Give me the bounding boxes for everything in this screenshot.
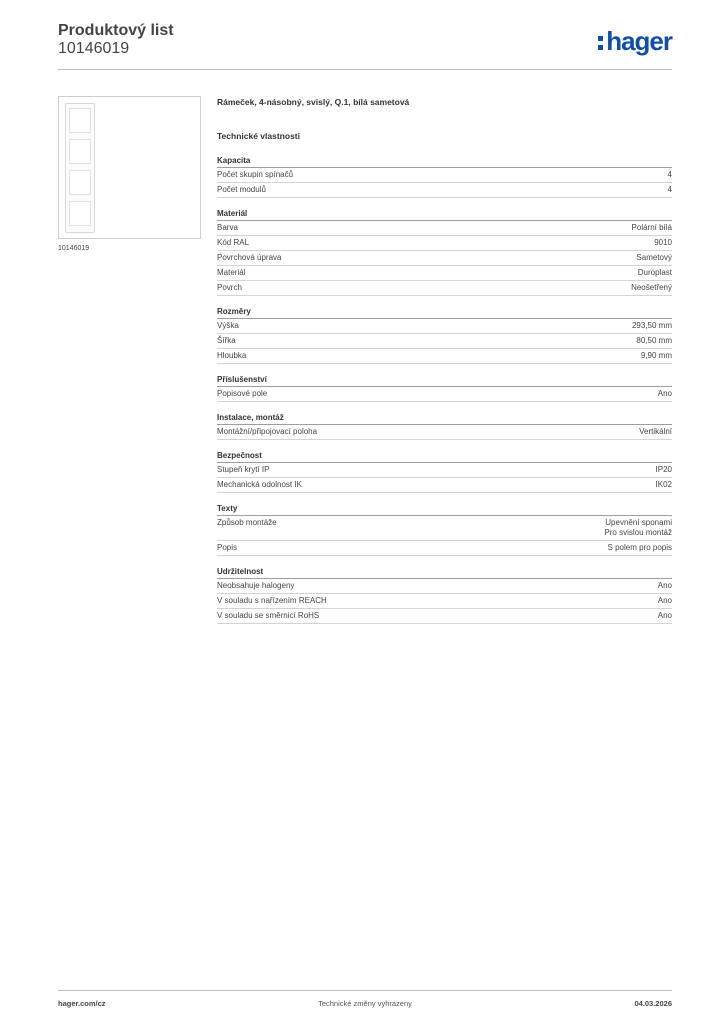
spec-group-title: Materiál [217, 207, 672, 221]
spec-group [217, 373, 672, 402]
spec-value [639, 427, 672, 437]
spec-label: Mechanická odolnost IK [217, 480, 302, 489]
spec-label: Montážní/připojovací poloha [217, 427, 318, 436]
spec-value [604, 518, 672, 538]
spec-label: Počet skupin spínačů [217, 170, 294, 179]
spec-group-title: Kapacita [217, 154, 672, 168]
spec-value [608, 543, 672, 553]
spec-group [217, 411, 672, 440]
spec-value-line: 80,50 mm [636, 336, 672, 345]
spec-row [217, 251, 672, 266]
spec-value-line: Ano [657, 611, 672, 620]
spec-row [217, 334, 672, 349]
frame-cell [69, 108, 91, 133]
spec-group-title: Příslušenství [217, 373, 672, 387]
spec-value [636, 253, 672, 263]
footer-disclaimer: Technické změny vyhrazeny [318, 999, 412, 1008]
spec-value [656, 465, 672, 475]
spec-label: Počet modulů [217, 185, 266, 194]
spec-row [217, 319, 672, 334]
spec-label: Popisové pole [217, 389, 268, 398]
spec-row [217, 183, 672, 198]
spec-label: Způsob montáže [217, 518, 277, 527]
spec-row [217, 266, 672, 281]
spec-row [217, 168, 672, 183]
spec-row [217, 478, 672, 493]
logo-text: hager [606, 26, 672, 56]
spec-value-line: Pro svislou montáž [604, 528, 672, 537]
spec-row [217, 594, 672, 609]
image-caption: 10146019 [58, 245, 90, 252]
spec-value-line: Polární bílá [631, 223, 672, 232]
spec-label: Stupeň krytí IP [217, 465, 270, 474]
spec-row [217, 221, 672, 236]
spec-group [217, 154, 672, 198]
frame-cell [69, 139, 91, 164]
spec-label: Popis [217, 543, 238, 552]
frame-illustration [65, 103, 95, 233]
spec-group [217, 305, 672, 364]
spec-group [217, 565, 672, 624]
spec-row [217, 387, 672, 402]
spec-label: Kód RAL [217, 238, 250, 247]
spec-value-line: Sametový [636, 253, 672, 262]
spec-row [217, 349, 672, 364]
spec-group-title: Rozměry [217, 305, 672, 319]
document-number: 10146019 [58, 40, 130, 57]
spec-value [658, 611, 672, 621]
spec-value-line: IK02 [655, 480, 672, 489]
spec-value [658, 389, 672, 399]
spec-value [668, 170, 672, 180]
logo-colon-icon [598, 36, 603, 50]
spec-label: Povrchová úprava [217, 253, 282, 262]
spec-value-line: Ano [657, 389, 672, 398]
footer-website[interactable]: hager.com/cz [58, 999, 106, 1008]
spec-row [217, 579, 672, 594]
hager-logo[interactable] [598, 26, 672, 56]
spec-row [217, 516, 672, 541]
spec-value [636, 336, 672, 346]
document-header [58, 20, 672, 70]
product-image [58, 96, 201, 239]
spec-groups [217, 154, 672, 624]
spec-value-line: Neošetřený [631, 283, 672, 292]
spec-value [631, 283, 672, 293]
document-footer [58, 990, 672, 1014]
spec-label: Neobsahuje halogeny [217, 581, 295, 590]
spec-value [632, 223, 672, 233]
spec-group [217, 502, 672, 556]
spec-value-line: Duroplast [637, 268, 672, 277]
spec-row [217, 236, 672, 251]
spec-label: V souladu se směrnicí RoHS [217, 611, 320, 620]
spec-value-line: Upevnění sponami [605, 518, 672, 527]
spec-label: Materiál [217, 268, 246, 277]
frame-cell [69, 201, 91, 226]
spec-value-line: S polem pro popis [607, 543, 672, 552]
spec-label: Povrch [217, 283, 242, 292]
spec-value [632, 321, 672, 331]
spec-label: Šířka [217, 336, 236, 345]
spec-row [217, 609, 672, 624]
spec-group-title: Bezpečnost [217, 449, 672, 463]
specs-content [217, 97, 672, 624]
spec-label: Výška [217, 321, 239, 330]
spec-group-title: Udržitelnost [217, 565, 672, 579]
spec-value [654, 238, 672, 248]
spec-value-line: 4 [667, 185, 672, 194]
spec-label: V souladu s nařízením REACH [217, 596, 327, 605]
spec-value [641, 351, 672, 361]
spec-group [217, 207, 672, 296]
document-title: Produktový list [58, 22, 174, 39]
spec-value [656, 480, 672, 490]
spec-group-title: Instalace, montáž [217, 411, 672, 425]
product-title: Rámeček, 4-násobný, svislý, Q.1, bílá sametová [217, 97, 410, 107]
spec-row [217, 463, 672, 478]
spec-group [217, 449, 672, 493]
spec-value [658, 581, 672, 591]
spec-label: Barva [217, 223, 238, 232]
spec-value-line: Ano [657, 596, 672, 605]
spec-row [217, 281, 672, 296]
spec-value [658, 596, 672, 606]
spec-value-line: 4 [667, 170, 672, 179]
spec-value-line: Vertikální [639, 427, 672, 436]
spec-value-line: Ano [657, 581, 672, 590]
spec-row [217, 425, 672, 440]
spec-group-title: Texty [217, 502, 672, 516]
frame-cell [69, 170, 91, 195]
spec-value-line: 293,50 mm [631, 321, 672, 330]
spec-value-line: 9,90 mm [640, 351, 672, 360]
section-heading: Technické vlastnosti [217, 131, 300, 141]
spec-value-line: 9010 [654, 238, 672, 247]
spec-value [668, 185, 672, 195]
spec-value [638, 268, 672, 278]
spec-label: Hloubka [217, 351, 247, 360]
spec-value-line: IP20 [655, 465, 672, 474]
spec-row [217, 541, 672, 556]
footer-date: 04.03.2026 [634, 999, 672, 1008]
